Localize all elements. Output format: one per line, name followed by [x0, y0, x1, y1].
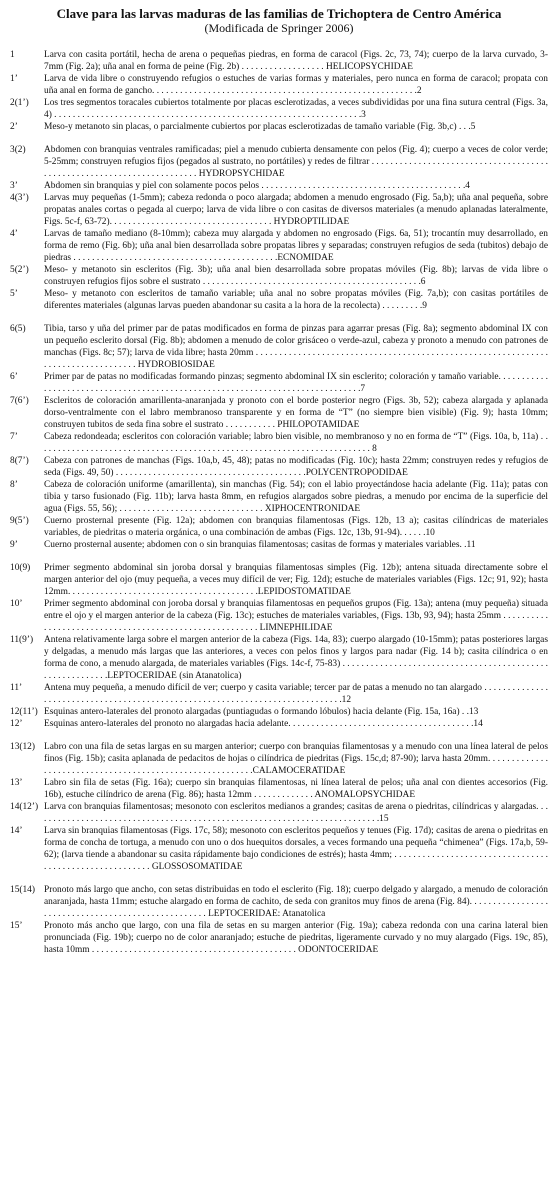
couplet-gap	[10, 133, 548, 144]
couplet-text: Larvas muy pequeñas (1-5mm); cabeza redonda o poco alargada; abdomen a menudo engrosado (Fig. 5a,b); uña anal pequeña, sobre propatas anales cortas o pegada al cuerpo; larva de vida libre o con casitas de diversos materiales (a menudo aplanadas lateralmente, Figs. 5c-f, 63-72). . . . . . . . . . . . . . . . . . . . . . . . . . . . . . . . . . . HYDROPTILIDAE	[44, 193, 548, 227]
couplet-number: 4’	[10, 229, 18, 239]
couplet-gap	[10, 873, 548, 884]
couplet-number: 5’	[10, 289, 18, 299]
couplet-number: 12(11’)	[10, 707, 38, 717]
couplet-text: Antena relativamente larga sobre el margen anterior de la cabeza (Figs. 14a, 83); cuerpo alargado (10-15mm); patas posteriores largas y delgadas, a menudo más largas que las anteriores, a veces con pelos finos y largos para nadar (Fig. 14 b); casita cilíndrica o en forma de cono, a menudo alargada, de materiales variables (Figs. 14c-f, 75-83) . . . . . . . . . . . . . . . . . . . . . . . . . . . . . . . . . . . . . . . . . . . . . . . . . . . . . . . . . .LEPTOCERIDAE (sin Atanatolica)	[44, 635, 548, 681]
couplet-number: 2’	[10, 122, 18, 132]
couplet-row	[10, 228, 548, 264]
couplet-row	[10, 801, 548, 825]
couplet-text: Larva de vida libre o construyendo refugios o estuches de varias formas y materiales, pero nunca en forma de caracol; propata con uña anal en forma de gancho. . . . . . . . . . . . . . . . . . . . . . . . . . . . . . . . . . . . . . . . . . . . . . . . . . . . . . . . .2	[44, 74, 548, 96]
couplet-text: Escleritos de coloración amarillenta-anaranjada y pronoto con el borde posterior negro (Figs. 3b, 52); cabeza alargada y aplanada dorso-ventralmente con el labro membranoso transparente y en forma de “T” (no siempre bien visible) (Fig. 9); hasta 10mm; construyen tubitos de seda fina sobre el sustrato . . . . . . . . . . . PHILOPOTAMIDAE	[44, 396, 548, 430]
couplet-row	[10, 920, 548, 956]
couplet-row	[10, 825, 548, 873]
couplet-text: Larva sin branquias filamentosas (Figs. 17c, 58); mesonoto con escleritos pequeños y tenues (Fig. 17d); casitas de arena o piedritas en forma de concha de tortuga, a menudo con uno o dos huequitos dorsales, a veces formando una pequeña “chimenea” (Figs. 17a,b, 59-62); (larva tiende a abandonar su casita rápidamente bajo condiciones de estrés); hasta 4mm; . . . . . . . . . . . . . . . . . . . . . . . . . . . . . . . . . . . . . . . . . . . . . . . . . . . . . . . . GLOSSOSOMATIDAE	[44, 826, 548, 872]
couplet-number: 11’	[10, 683, 23, 693]
couplet-number: 5(2’)	[10, 265, 29, 275]
couplet-number: 2(1’)	[10, 98, 29, 108]
couplet-text: Meso- y metanoto sin escleritos (Fig. 3b); uña anal bien desarrollada sobre propatas móviles (Fig. 8b); larvas de vida libre o construyen refugios fijos sobre el sustrato . . . . . . . . . . . . . . . . . . . . . . . . . . . . . . . . . . . . . . . . . . . . . . .6	[44, 265, 548, 287]
couplet-text: Primer segmento abdominal sin joroba dorsal y branquias filamentosas simples (Fig. 12b); antena situada directamente sobre el margen anterior del ojo (muy pequeña, a veces muy difícil de ver; Fig. 12d); estuche de materiales variables (Figs. 12c; 91, 92); hasta 12mm. . . . . . . . . . . . . . . . . . . . . . . . . . . . . . . . . . . . . . . . .LEPIDOSTOMATIDAE	[44, 563, 548, 597]
couplet-row	[10, 884, 548, 920]
couplet-row	[10, 73, 548, 97]
couplet-text: Pronoto más largo que ancho, con setas distribuidas en todo el esclerito (Fig. 18); cuerpo delgado y alargado, a menudo de coloración anaranjada, hasta 11mm; estuche alargado en forma de cachito, de seda con granitos muy finos de arena (Fig. 84). . . . . . . . . . . . . . . . . . . . . . . . . . . . . . . . . . . . . . . . . . . . . . . . . . . . LEPTOCERIDAE: Atanatolica	[44, 885, 548, 919]
couplet-number: 14(12’)	[10, 802, 39, 812]
couplet-row	[10, 777, 548, 801]
couplet-number: 9’	[10, 540, 18, 550]
couplet-text: Pronoto más ancho que largo, con una fila de setas en su margen anterior (Fig. 19a); cabeza redonda con una carina lateral bien pronunciada (Fig. 19b); cuerpo no de color anaranjado; estuche de piedritas, ligeramente curvado y no muy alargado (Figs. 19c, 85), hasta 10mm . . . . . . . . . . . . . . . . . . . . . . . . . . . . . . . . . . . . . . . . . . . . ODONTOCERIDAE	[44, 921, 548, 955]
couplet-text: Cuerno prosternal ausente; abdomen con o sin branquias filamentosas; casitas de formas y materiales variables. .11	[44, 540, 476, 550]
couplet-number: 1’	[10, 74, 18, 84]
couplet-text: Tibia, tarso y uña del primer par de patas modificados en forma de pinzas para agarrar presas (Fig. 8a); segmento abdominal IX con un pequeño esclerito dorsal (Fig. 8b); abdomen a menudo de color grisáceo o verde-azul, cabeza y pronoto a menudo con patrones de manchas (Figs. 8c; 57); larva de vida libre; hasta 20mm . . . . . . . . . . . . . . . . . . . . . . . . . . . . . . . . . . . . . . . . . . . . . . . . . . . . . . . . . . . . . . . . . . . . . . . . . . . . . . . . . . HYDROBIOSIDAE	[44, 324, 548, 370]
couplet-number: 8’	[10, 480, 18, 490]
couplet-row	[10, 479, 548, 515]
couplet-row	[10, 49, 548, 73]
couplet-number: 10’	[10, 599, 23, 609]
couplet-row	[10, 371, 548, 395]
couplet-number: 10(9)	[10, 563, 31, 573]
couplet-row	[10, 395, 548, 431]
couplet-number: 3(2)	[10, 145, 26, 155]
couplet-row	[10, 180, 548, 192]
couplet-number: 15(14)	[10, 885, 35, 895]
couplet-text: Meso-y metanoto sin placas, o parcialmente cubiertos por placas esclerotizadas de tamaño variable (Fig. 3b,c) . . .5	[44, 122, 476, 132]
couplet-number: 6’	[10, 372, 18, 382]
couplet-number: 13(12)	[10, 742, 35, 752]
couplet-text: Cuerno prosternal presente (Fig. 12a); abdomen con branquias filamentosas (Figs. 12b, 13 a); casitas cilíndricas de materiales variables, de piedritas o materia orgánica, o una combinación de ambas (Figs. 12c, 13b, 91-94). . . . . .10	[44, 516, 548, 538]
couplet-text: Meso- y metanoto con escleritos de tamaño variable; uña anal no sobre propatas móviles (Fig. 7a,b); con casitas portátiles de diferentes materiales (algunas larvas pueden abandonar su casita a la hora de la recolecta) . . . . . . . . .9	[44, 289, 548, 311]
couplet-row	[10, 264, 548, 288]
couplet-text: Cabeza de coloración uniforme (amarillenta), sin manchas (Fig. 54); con el labio proyectándose hacia adelante (Fig. 11a); patas con tibia y tarso fusionado (Fig. 11b); larva hasta 8mm, en refugios alargados sobre piedras, a menudo por encima de la superficie del agua (Figs. 55, 56); . . . . . . . . . . . . . . . . . . . . . . . . . . . . . . . XIPHOCENTRONIDAE	[44, 480, 548, 514]
couplet-number: 14’	[10, 826, 23, 836]
couplet-row	[10, 539, 548, 551]
couplet-number: 9(5’)	[10, 516, 29, 526]
couplet-text: Antena muy pequeña, a menudo difícil de ver; cuerpo y casita variable; tercer par de patas a menudo no tan alargado . . . . . . . . . . . . . . . . . . . . . . . . . . . . . . . . . . . . . . . . . . . . . . . . . . . . . . . . . . . . . . . . . . . . . . . . . . . . . .12	[44, 683, 548, 705]
couplet-text: Larvas de tamaño mediano (8-10mm); cabeza muy alargada y abdomen no engrosado (Figs. 6a, 51); trocantín muy desarrollado, en forma de remo (Fig. 6b); uña anal bien desarrollada sobre propatas libres y separadas; construyen refugios de seda (tubitos) debajo de piedras . . . . . . . . . . . . . . . . . . . . . . . . . . . . . . . . . . . . . . . . . . . .ECNOMIDAE	[44, 229, 548, 263]
couplet-text: Cabeza con patrones de manchas (Figs. 10a,b, 45, 48); patas no modificadas (Fig. 10c); hasta 22mm; construyen redes y refugios de seda (Figs. 49, 50) . . . . . . . . . . . . . . . . . . . . . . . . . . . . . . . . . . . . . . . . .POLYCENTROPODIDAE	[44, 456, 548, 478]
couplet-text: Esquinas antero-laterales del pronoto no alargadas hacia adelante. . . . . . . . . . . . . . . . . . . . . . . . . . . . . . . . . . . . . . . .14	[44, 719, 483, 729]
couplet-row	[10, 288, 548, 312]
couplet-row	[10, 455, 548, 479]
couplet-gap	[10, 730, 548, 741]
couplet-row	[10, 682, 548, 706]
couplet-row	[10, 706, 548, 718]
couplet-row	[10, 97, 548, 121]
couplet-number: 4(3’)	[10, 193, 29, 203]
identification-key	[10, 49, 548, 956]
couplet-gap	[10, 551, 548, 562]
couplet-text: Los tres segmentos toracales cubiertos totalmente por placas esclerotizadas, a veces subdivididas por una fina sutura central (Figs. 3a, 4) . . . . . . . . . . . . . . . . . . . . . . . . . . . . . . . . . . . . . . . . . . . . . . . . . . . . . . . . . . . . . . . . . .3	[44, 98, 548, 120]
couplet-number: 7(6’)	[10, 396, 29, 406]
couplet-number: 7’	[10, 432, 18, 442]
couplet-number: 1	[10, 50, 15, 60]
couplet-row	[10, 121, 548, 133]
page-subtitle: (Modificada de Springer 2006)	[204, 21, 354, 35]
couplet-number: 11(9’)	[10, 635, 34, 645]
couplet-number: 12’	[10, 719, 23, 729]
couplet-text: Abdomen con branquias ventrales ramificadas; piel a menudo cubierta densamente con pelos (Fig. 4); cuerpo a veces de color verde; 5-25mm; construyen refugios fijos (pegados al sustrato, no portátiles) y redes de filtrar . . . . . . . . . . . . . . . . . . . . . . . . . . . . . . . . . . . . . . . . . . . . . . . . . . . . . . . . . . . . . . . . . . . . . . . HYDROPSYCHIDAE	[44, 145, 548, 179]
couplet-row	[10, 431, 548, 455]
couplet-text: Esquinas antero-laterales del pronoto alargadas (puntiagudas o formando lóbulos) hacia delante (Fig. 15a, 16a) . .13	[44, 707, 479, 717]
couplet-row	[10, 562, 548, 598]
couplet-gap	[10, 312, 548, 323]
page-title: Clave para las larvas maduras de las familias de Trichoptera de Centro América	[56, 6, 502, 21]
couplet-row	[10, 634, 548, 682]
couplet-number: 6(5)	[10, 324, 26, 334]
couplet-number: 3’	[10, 181, 18, 191]
couplet-text: Primer par de patas no modificadas formando pinzas; segmento abdominal IX sin esclerito; coloración y tamaño variable. . . . . . . . . . . . . . . . . . . . . . . . . . . . . . . . . . . . . . . . . . . . . . . . . . . . . . . . . . . . . . . . . . . . . . . . . . . . . . .7	[44, 372, 548, 394]
couplet-text: Labro sin fila de setas (Fig. 16a); cuerpo sin branquias filamentosas, ni línea lateral de pelos; uña anal con dientes accesorios (Fig. 16b), estuche cilíndrico de arena (Fig. 86); hasta 12mm . . . . . . . . . . . . . ANOMALOPSYCHIDAE	[44, 778, 548, 800]
couplet-row	[10, 144, 548, 180]
couplet-number: 13’	[10, 778, 23, 788]
couplet-text: Larva con branquias filamentosas; mesonoto con escleritos medianos a grandes; casitas de arena o piedritas, cilíndricas y alargadas. . . . . . . . . . . . . . . . . . . . . . . . . . . . . . . . . . . . . . . . . . . . . . . . . . . . . . . . . . . . . . . . . . . . . . . . . . .15	[44, 802, 548, 824]
couplet-number: 8(7’)	[10, 456, 29, 466]
couplet-text: Larva con casita portátil, hecha de arena o pequeñas piedras, en forma de caracol (Figs. 2c, 73, 74); cuerpo de la larva curvado, 3-7mm (Fig. 2a); uña anal en forma de peine (Fig. 2b) . . . . . . . . . . . . . . . . . . HELICOPSYCHIDAE	[44, 50, 548, 72]
couplet-row	[10, 741, 548, 777]
couplet-row	[10, 598, 548, 634]
couplet-text: Abdomen sin branquias y piel con solamente pocos pelos . . . . . . . . . . . . . . . . . . . . . . . . . . . . . . . . . . . . . . . . . . . .4	[44, 181, 470, 191]
couplet-text: Primer segmento abdominal con joroba dorsal y branquias filamentosas en pequeños grupos (Fig. 13a); antena (muy pequeña) situada entre el ojo y el margen anterior de la cabeza (Fig. 13c); estuches de materiales variables, (Figs. 13b, 93, 94); hasta 25mm . . . . . . . . . . . . . . . . . . . . . . . . . . . . . . . . . . . . . . . . . . . . . . . . . . . . . . . . LIMNEPHILIDAE	[44, 599, 548, 633]
couplet-row	[10, 323, 548, 371]
couplet-text: Labro con una fila de setas largas en su margen anterior; cuerpo con branquias filamentosas y a menudo con una línea lateral de pelos finos (Fig. 15b); casita aplanada de pedacitos de hojas o cilíndrica de piedritas (Figs. 15c,d; 87-90); larva hasta 20mm. . . . . . . . . . . . . . . . . . . . . . . . . . . . . . . . . . . . . . . . . . . . . . . . . . . . . . . . . .CALAMOCERATIDAE	[44, 742, 548, 776]
couplet-row	[10, 192, 548, 228]
couplet-row	[10, 515, 548, 539]
couplet-row	[10, 718, 548, 730]
couplet-text: Cabeza redondeada; escleritos con coloración variable; labro bien visible, no membranoso y no en forma de “T” (Figs. 10a, b, 11a) . . . . . . . . . . . . . . . . . . . . . . . . . . . . . . . . . . . . . . . . . . . . . . . . . . . . . . . . . . . . . . . . . . . . . . . . 8	[44, 432, 548, 454]
couplet-number: 15’	[10, 921, 23, 931]
